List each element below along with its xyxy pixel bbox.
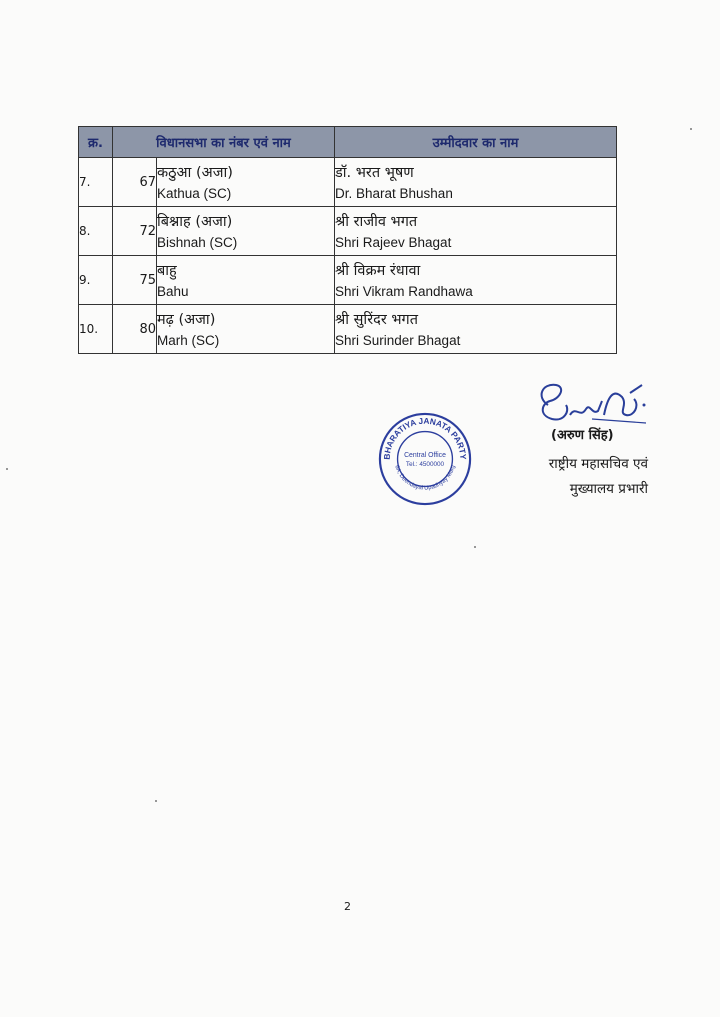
- candidate-name-hindi: डॉ. भरत भूषण: [335, 164, 414, 181]
- serial-cell: 10.: [79, 305, 113, 354]
- constituency-number: 72: [113, 207, 157, 256]
- candidate-cell: [335, 158, 617, 207]
- scan-speck: [155, 800, 157, 802]
- serial-cell: 8.: [79, 207, 113, 256]
- serial-cell: 7.: [79, 158, 113, 207]
- seal-inner-line-2: Tel.: 4500000: [405, 460, 445, 468]
- constituency-name-hindi: बाहु: [157, 262, 177, 279]
- seal-bottom-text: 6A, Deendayal Upadhyay Marg: [393, 464, 457, 492]
- table-row: [79, 305, 617, 354]
- constituency-name-cell: [157, 158, 335, 207]
- constituency-name-english: Bahu: [157, 283, 189, 299]
- seal-inner-line-1: Central Office: [404, 452, 446, 460]
- constituency-number: 67: [113, 158, 157, 207]
- scan-speck: [474, 546, 476, 548]
- constituency-name-english: Kathua (SC): [157, 185, 232, 201]
- scan-speck: [6, 468, 8, 470]
- constituency-name-hindi: मढ़ (अजा): [157, 311, 216, 328]
- designation-line-1: राष्ट्रीय महासचिव एवं: [548, 456, 648, 472]
- constituency-name-english: Marh (SC): [157, 332, 220, 348]
- constituency-name-cell: [157, 256, 335, 305]
- header-serial: क्र.: [79, 127, 113, 158]
- signatory-designation: [488, 452, 648, 502]
- designation-line-2: मुख्यालय प्रभारी: [569, 481, 648, 497]
- party-seal-stamp: [376, 410, 474, 508]
- signatory-name: (अरुण सिंह): [551, 428, 614, 443]
- candidate-name-hindi: श्री विक्रम रंधावा: [335, 262, 421, 279]
- header-constituency: विधानसभा का नंबर एवं नाम: [113, 127, 335, 158]
- table-row: [79, 207, 617, 256]
- candidate-name-english: Shri Surinder Bhagat: [335, 332, 461, 348]
- table-header-row: [79, 127, 617, 158]
- table-row: [79, 158, 617, 207]
- candidate-cell: [335, 305, 617, 354]
- constituency-number: 75: [113, 256, 157, 305]
- candidate-name-english: Shri Vikram Randhawa: [335, 283, 473, 299]
- candidate-name-english: Dr. Bharat Bhushan: [335, 185, 453, 201]
- candidate-name-hindi: श्री सुरिंदर भगत: [335, 311, 418, 328]
- constituency-name-hindi: कठुआ (अजा): [157, 164, 233, 181]
- table-row: [79, 256, 617, 305]
- constituency-name-cell: [157, 207, 335, 256]
- page-number: 2: [344, 900, 351, 913]
- svg-text:6A, Deendayal Upadhyay Marg: [393, 465, 456, 492]
- seal-outer-text: BHARATIYA JANATA PARTY: [381, 415, 469, 460]
- candidate-name-hindi: श्री राजीव भगत: [335, 213, 418, 230]
- constituency-number: 80: [113, 305, 157, 354]
- scan-speck: [690, 128, 692, 130]
- header-candidate: उम्मीदवार का नाम: [335, 127, 617, 158]
- constituency-name-english: Bishnah (SC): [157, 234, 238, 250]
- serial-cell: 9.: [79, 256, 113, 305]
- constituency-name-cell: [157, 305, 335, 354]
- constituency-name-hindi: बिश्नाह (अजा): [157, 213, 233, 230]
- candidate-cell: [335, 256, 617, 305]
- candidate-name-english: Shri Rajeev Bhagat: [335, 234, 452, 250]
- candidate-cell: [335, 207, 617, 256]
- candidate-table: [78, 126, 617, 354]
